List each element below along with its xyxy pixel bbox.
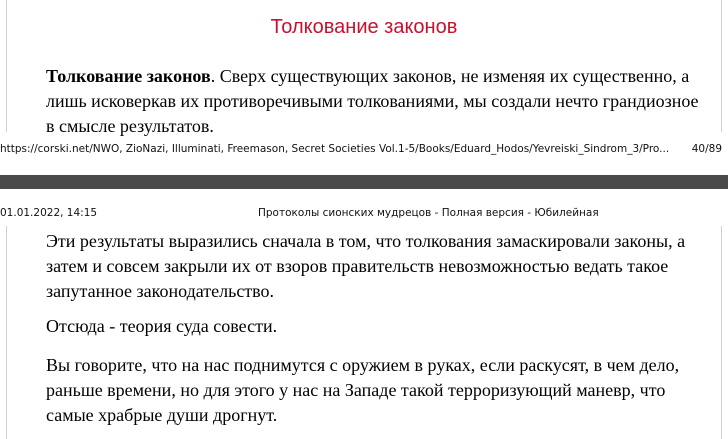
footer-url: https://corski.net/NWO, ZioNazi, Illuminati, Freemason, Secret Societies Vol.1-5/Books/Eduard_Hodos/Yevreiski_Sindrom_3/Pro... [0,143,670,155]
page-left-border-2 [6,226,7,439]
page-separator [0,175,728,189]
section-title: Толкование законов [270,16,458,38]
paragraph-1-text: . Сверх существующих законов, не изменяя их существенно, а лишь исковеркав их противоречивыми толкованиями, мы создали нечто грандиозное в смысле результатов. [46,66,699,136]
header-title: Протоколы сионских мудрецов - Полная версия - Юбилейная [258,207,599,219]
paragraph-1-bold-term: Толкование законов [46,66,211,86]
print-footer [0,143,728,157]
page-right-border-2 [721,226,722,439]
paragraph-4: Вы говорите, что на нас поднимутся с оружием в руках, если раскусят, в чем дело, раньше времени, но для этого у нас на Западе такой терроризующий маневр, что самые храбрые души дрогнут. [46,355,680,425]
paragraph-1 [46,64,706,139]
paragraph-2: Эти результаты выразились сначала в том, что толкования замаскировали законы, а затем и совсем закрыли их от взоров правительств невозможностью ведать такое запутанное законодательство. [46,231,686,301]
paragraph-3: Отсюда - теория суда совести. [46,316,278,336]
header-date: 01.01.2022, 14:15 [0,207,98,219]
print-header [0,207,728,221]
footer-page-number: 40/89 [691,143,722,155]
